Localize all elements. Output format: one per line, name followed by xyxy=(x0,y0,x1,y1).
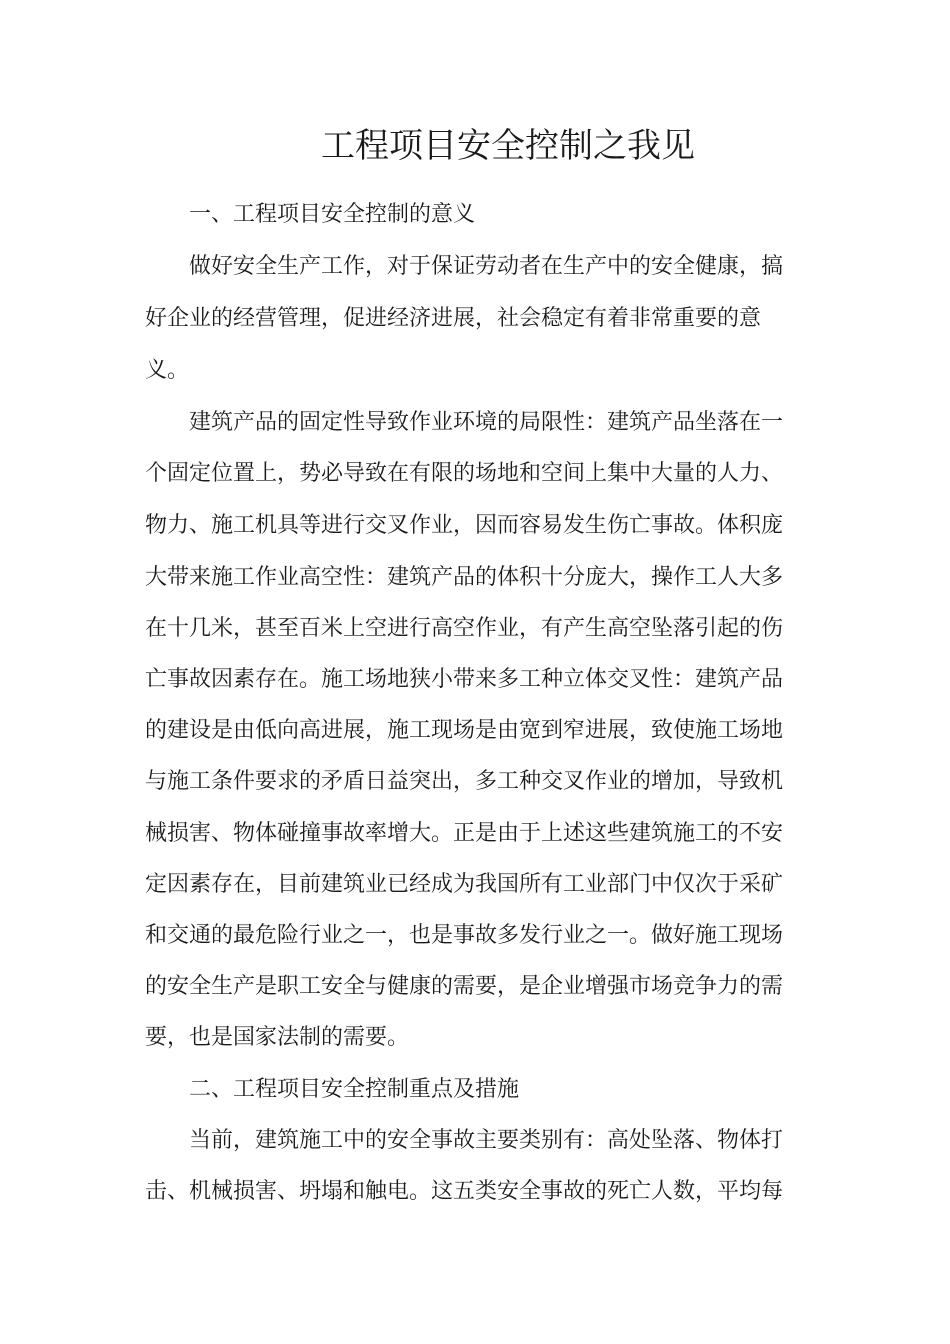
paragraph-line: 击、机械损害、坍塌和触电。这五类安全事故的死亡人数，平均每 xyxy=(145,1179,784,1204)
paragraph-line: 的安全生产是职工安全与健康的需要，是企业增强市场竞争力的需 xyxy=(145,974,784,999)
paragraph-line: 械损害、物体碰撞事故率增大。正是由于上述这些建筑施工的不安 xyxy=(145,821,784,846)
paragraph-line: 大带来施工作业高空性：建筑产品的体积十分庞大，操作工人大多 xyxy=(145,565,784,590)
paragraph-line: 定因素存在，目前建筑业已经成为我国所有工业部门中仅次于采矿 xyxy=(145,872,784,897)
paragraph-line: 建筑产品的固定性导致作业环境的局限性：建筑产品坐落在一 xyxy=(189,410,784,435)
section-heading-2: 二、工程项目安全控制重点及措施 xyxy=(189,1077,520,1102)
section-heading-1: 一、工程项目安全控制的意义 xyxy=(189,202,476,227)
paragraph-line: 要，也是国家法制的需要。 xyxy=(145,1025,410,1050)
paragraph-line: 好企业的经营管理，促进经济进展，社会稳定有着非常重要的意 xyxy=(145,306,762,331)
paragraph-line: 个固定位置上，势必导致在有限的场地和空间上集中大量的人力、 xyxy=(145,461,784,486)
paragraph-line: 做好安全生产工作，对于保证劳动者在生产中的安全健康，搞 xyxy=(189,254,784,279)
document-title: 工程项目安全控制之我见 xyxy=(321,126,695,166)
paragraph-line: 亡事故因素存在。施工场地狭小带来多工种立体交叉性：建筑产品 xyxy=(145,667,784,692)
paragraph-line: 的建设是由低向高进展，施工现场是由宽到窄进展，致使施工场地 xyxy=(145,718,784,743)
paragraph-line: 在十几米，甚至百米上空进行高空作业，有产生高空坠落引起的伤 xyxy=(145,616,784,641)
paragraph-line: 当前，建筑施工中的安全事故主要类别有：高处坠落、物体打 xyxy=(189,1128,784,1153)
paragraph-line: 物力、施工机具等进行交叉作业，因而容易发生伤亡事故。体积庞 xyxy=(145,513,784,538)
paragraph-line: 义。 xyxy=(145,358,190,383)
paragraph-line: 和交通的最危险行业之一，也是事故多发行业之一。做好施工现场 xyxy=(145,923,784,948)
paragraph-line: 与施工条件要求的矛盾日益突出，多工种交叉作业的增加，导致机 xyxy=(145,769,784,794)
